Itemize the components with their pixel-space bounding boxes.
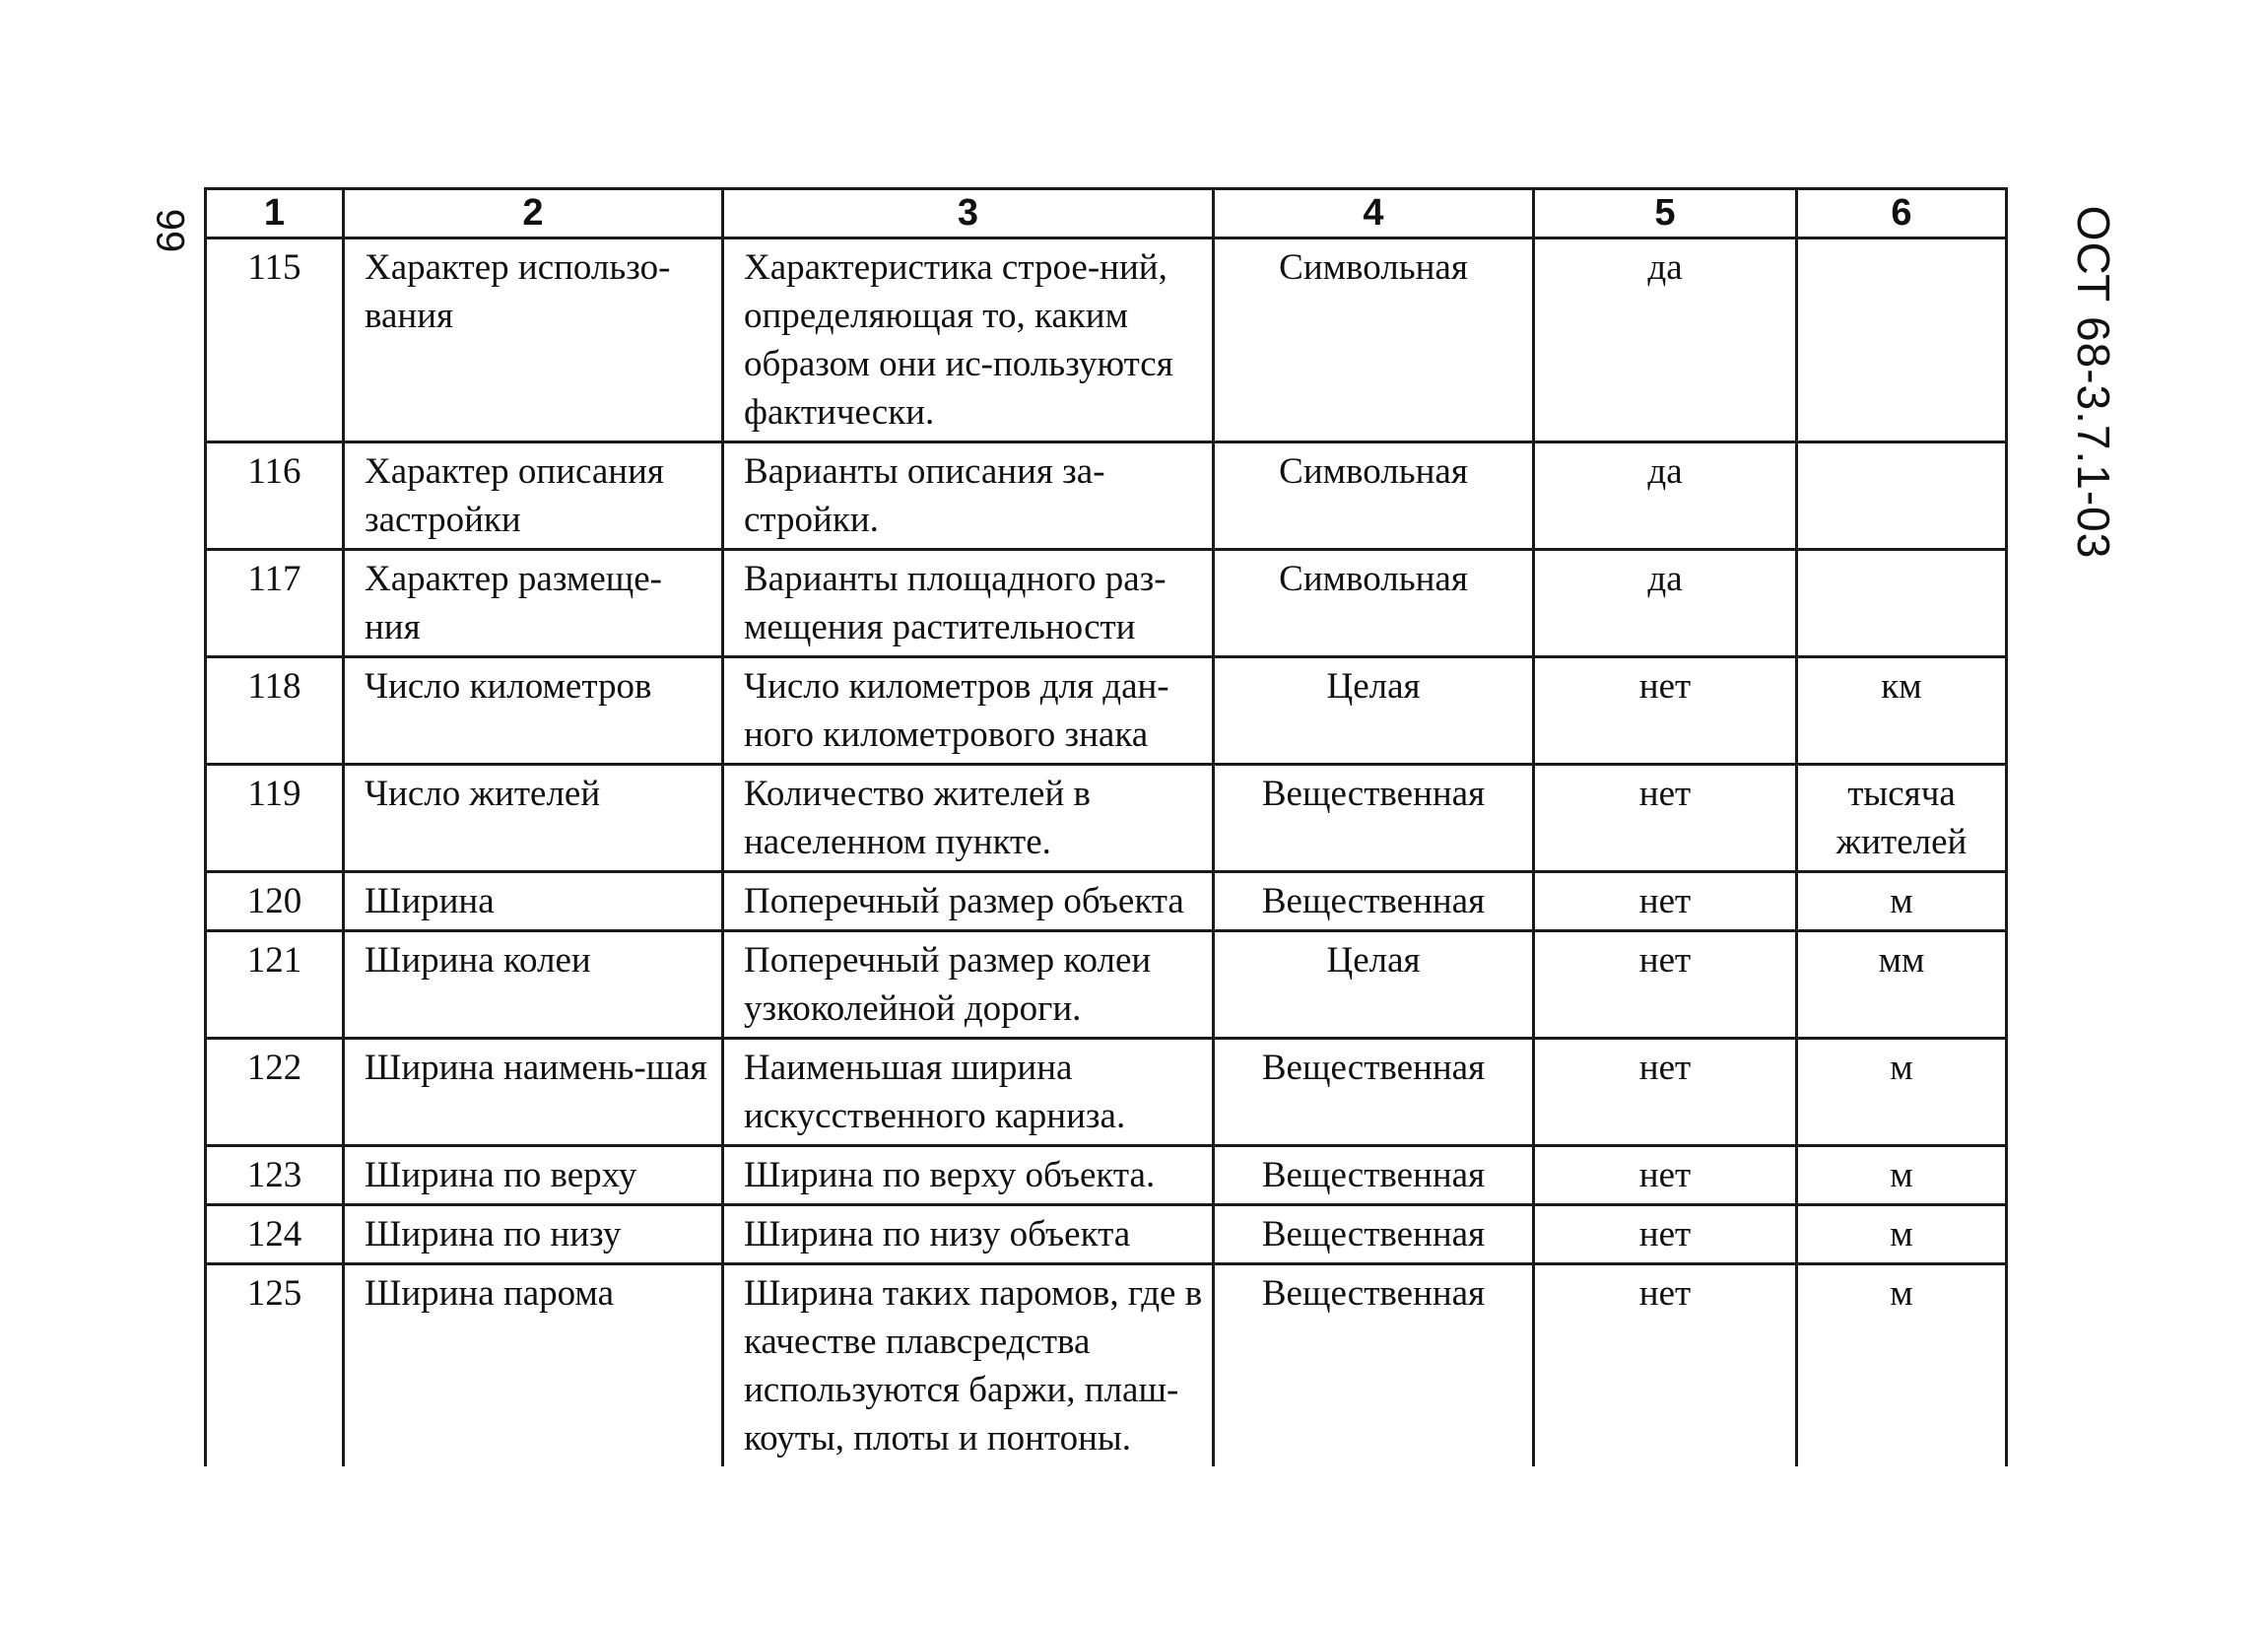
attribute-name: Число жителей xyxy=(344,765,723,872)
header-col-3: 3 xyxy=(723,189,1214,238)
attribute-required: да xyxy=(1534,238,1797,442)
attribute-name: Ширина парома xyxy=(344,1264,723,1467)
attribute-name: Ширина колеи xyxy=(344,931,723,1039)
row-number: 115 xyxy=(206,238,344,442)
attribute-type: Вещественная xyxy=(1214,1146,1534,1205)
table-row xyxy=(206,238,2007,442)
attribute-type: Вещественная xyxy=(1214,872,1534,931)
attribute-required: да xyxy=(1534,550,1797,657)
attribute-description: Ширина таких паромов, где в качестве плавсредства используются баржи, плаш-коуты, плоты и понтоны. xyxy=(723,1264,1214,1467)
table-row xyxy=(206,657,2007,765)
document-code-text: ОСТ 68-3.7.1-03 xyxy=(2068,205,2119,560)
attribute-unit: тысяча жителей xyxy=(1797,765,2007,872)
attribute-required: да xyxy=(1534,442,1797,550)
attribute-name: Характер описания застройки xyxy=(344,442,723,550)
attribute-type: Вещественная xyxy=(1214,1205,1534,1264)
attribute-description: Ширина по низу объекта xyxy=(723,1205,1214,1264)
attribute-name: Ширина наимень-шая xyxy=(344,1039,723,1146)
row-number: 119 xyxy=(206,765,344,872)
row-number: 121 xyxy=(206,931,344,1039)
attribute-table xyxy=(204,187,2008,1466)
attribute-description: Наименьшая ширина искусственного карниза. xyxy=(723,1039,1214,1146)
attribute-name: Ширина по верху xyxy=(344,1146,723,1205)
attribute-type: Символьная xyxy=(1214,442,1534,550)
table-row xyxy=(206,1264,2007,1467)
header-col-5: 5 xyxy=(1534,189,1797,238)
attribute-required: нет xyxy=(1534,765,1797,872)
row-number: 118 xyxy=(206,657,344,765)
attribute-unit xyxy=(1797,442,2007,550)
page-number-text: 99 xyxy=(148,208,192,253)
row-number: 123 xyxy=(206,1146,344,1205)
table-row xyxy=(206,1205,2007,1264)
attribute-unit: м xyxy=(1797,872,2007,931)
attribute-description: Варианты описания за-стройки. xyxy=(723,442,1214,550)
row-number: 125 xyxy=(206,1264,344,1467)
row-number: 122 xyxy=(206,1039,344,1146)
table-row xyxy=(206,931,2007,1039)
table-row xyxy=(206,872,2007,931)
attribute-description: Ширина по верху объекта. xyxy=(723,1146,1214,1205)
attribute-required: нет xyxy=(1534,657,1797,765)
attribute-description: Поперечный размер объекта xyxy=(723,872,1214,931)
attribute-type: Вещественная xyxy=(1214,765,1534,872)
attribute-description: Количество жителей в населенном пункте. xyxy=(723,765,1214,872)
attribute-unit: м xyxy=(1797,1039,2007,1146)
attribute-type: Целая xyxy=(1214,931,1534,1039)
table-row xyxy=(206,1039,2007,1146)
table-row xyxy=(206,765,2007,872)
attribute-description: Число километров для дан-ного километрового знака xyxy=(723,657,1214,765)
attribute-type: Символьная xyxy=(1214,238,1534,442)
attribute-description: Характеристика строе-ний, определяющая то, каким образом они ис-пользуются фактически. xyxy=(723,238,1214,442)
attribute-unit: м xyxy=(1797,1205,2007,1264)
attribute-unit: мм xyxy=(1797,931,2007,1039)
attribute-unit: м xyxy=(1797,1264,2007,1467)
attribute-required: нет xyxy=(1534,1205,1797,1264)
attribute-type: Символьная xyxy=(1214,550,1534,657)
attribute-required: нет xyxy=(1534,1039,1797,1146)
attribute-type: Вещественная xyxy=(1214,1039,1534,1146)
attribute-required: нет xyxy=(1534,1264,1797,1467)
table-row xyxy=(206,1146,2007,1205)
row-number: 117 xyxy=(206,550,344,657)
attribute-unit: м xyxy=(1797,1146,2007,1205)
attribute-name: Ширина xyxy=(344,872,723,931)
attribute-required: нет xyxy=(1534,872,1797,931)
header-col-1: 1 xyxy=(206,189,344,238)
header-row xyxy=(206,189,2007,238)
attribute-required: нет xyxy=(1534,931,1797,1039)
row-number: 120 xyxy=(206,872,344,931)
attribute-unit: км xyxy=(1797,657,2007,765)
attribute-table-container xyxy=(204,187,2005,1459)
attribute-type: Вещественная xyxy=(1214,1264,1534,1467)
table-row xyxy=(206,550,2007,657)
row-number: 116 xyxy=(206,442,344,550)
attribute-description: Варианты площадного раз-мещения растительности xyxy=(723,550,1214,657)
row-number: 124 xyxy=(206,1205,344,1264)
table-row xyxy=(206,442,2007,550)
attribute-name: Ширина по низу xyxy=(344,1205,723,1264)
attribute-description: Поперечный размер колеи узкоколейной дороги. xyxy=(723,931,1214,1039)
attribute-name: Число километров xyxy=(344,657,723,765)
attribute-name: Характер использо-вания xyxy=(344,238,723,442)
header-col-2: 2 xyxy=(344,189,723,238)
attribute-type: Целая xyxy=(1214,657,1534,765)
attribute-required: нет xyxy=(1534,1146,1797,1205)
header-col-6: 6 xyxy=(1797,189,2007,238)
attribute-unit xyxy=(1797,238,2007,442)
attribute-unit xyxy=(1797,550,2007,657)
attribute-name: Характер размеще-ния xyxy=(344,550,723,657)
header-col-4: 4 xyxy=(1214,189,1534,238)
